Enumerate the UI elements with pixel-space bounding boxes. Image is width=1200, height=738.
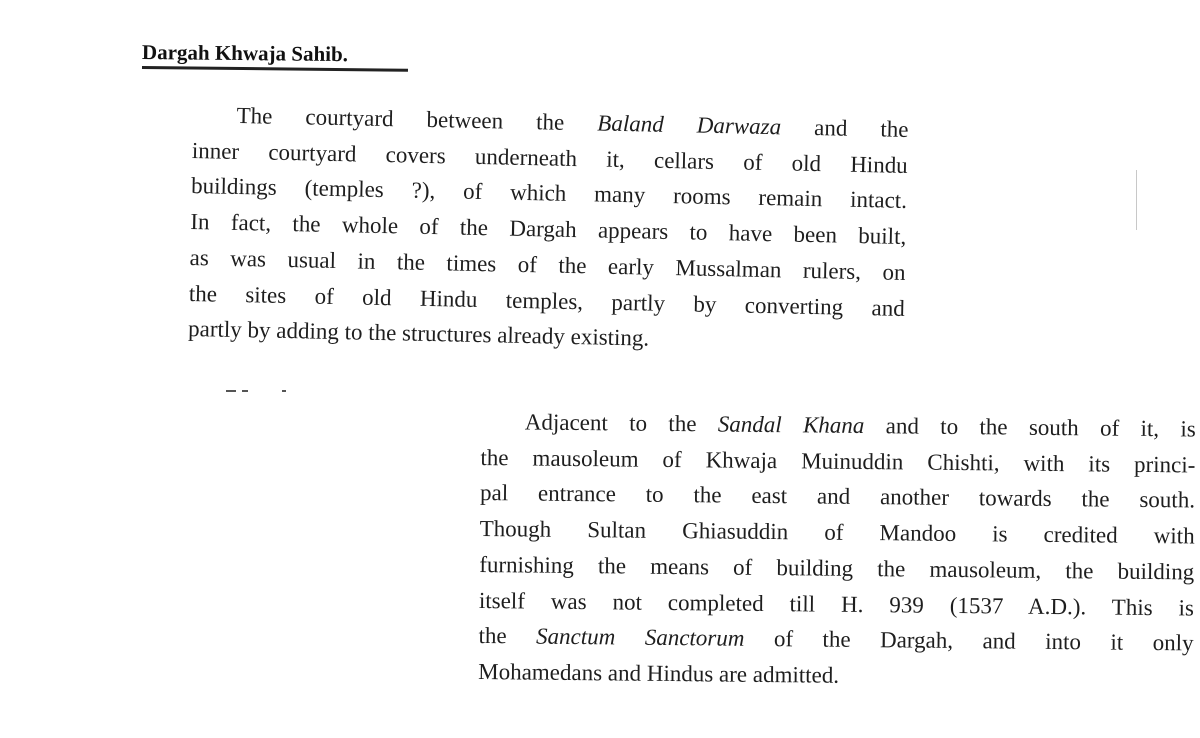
text-line: [478, 654, 1193, 697]
text-run: the sites of old Hindu temples, partly by converting and: [188, 280, 905, 321]
paragraph-courtyard: [188, 97, 909, 362]
text-run: Adjacent to the: [524, 409, 718, 437]
text-run: the: [478, 623, 537, 649]
text-run: as was usual in the times of the early Mussalman rulers, on: [189, 244, 906, 285]
clipped-text-fragment: [226, 388, 292, 394]
text-run: Though Sultan Ghiasuddin of Mandoo is credited with: [479, 516, 1195, 549]
text-run: of the Dargah, and into it only: [744, 625, 1194, 656]
text-run: inner courtyard covers underneath it, cellars of old Hindu: [191, 137, 908, 178]
text-run: In fact, the whole of the Dargah appears to have been built,: [190, 209, 907, 250]
text-run: pal entrance to the east and another towards the south.: [479, 480, 1196, 513]
text-run: itself was not completed till H. 939 (1537 A.D.). This is: [478, 587, 1195, 620]
text-run: buildings (temples ?), of which many rooms remain intact.: [190, 173, 908, 214]
text-run: The courtyard between the: [236, 102, 598, 136]
page-heading: Dargah Khwaja Sahib.: [141, 40, 349, 67]
text-run: the mausoleum of Khwaja Muinuddin Chishti, with its princi-: [480, 444, 1196, 478]
text-run: and the: [780, 114, 909, 142]
scan-edge-mark: [1136, 170, 1137, 230]
text-run: and to the south of it, is: [864, 413, 1196, 442]
text-run: partly by adding to the structures already existing.: [187, 316, 650, 351]
italic-term: Sanctum Sanctorum: [536, 623, 745, 651]
italic-term: Baland Darwaza: [597, 110, 782, 140]
text-run: Mohamedans and Hindus are admitted.: [478, 658, 840, 688]
heading-underline: [142, 66, 408, 72]
text-run: furnishing the means of building the mausoleum, the building: [479, 551, 1195, 585]
paragraph-mausoleum: [478, 404, 1196, 697]
italic-term: Sandal Khana: [717, 411, 865, 439]
